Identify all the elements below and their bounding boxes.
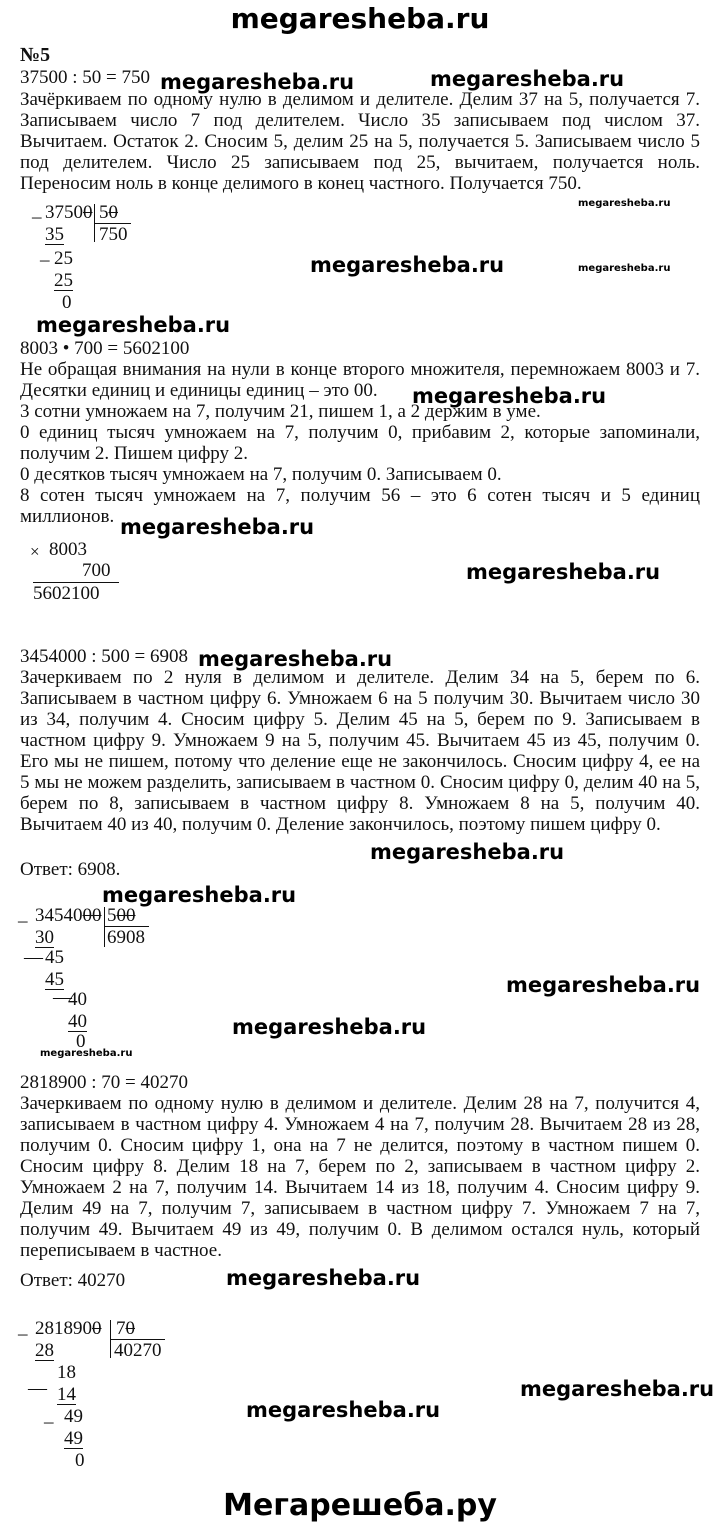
ex4-dividend: 2818900: [35, 1318, 102, 1339]
ex3-minus-sign: _: [18, 904, 28, 925]
watermark: megaresheba.ru: [120, 515, 315, 539]
ex3-step: 45: [45, 969, 64, 990]
ex4-equation: 2818900 : 70 = 40270: [20, 1072, 188, 1093]
ex1-step: 35: [45, 224, 64, 245]
ex4-step: 14: [57, 1384, 76, 1405]
ex2-product: 5602100: [33, 583, 100, 604]
watermark: megaresheba.ru: [520, 1377, 715, 1401]
ex3-step: 40: [68, 989, 87, 1010]
ex4-minus-sign: —: [28, 1378, 47, 1399]
watermark-small: megaresheba.ru: [40, 1048, 133, 1059]
watermark-small: megaresheba.ru: [578, 263, 671, 274]
ex3-step: 30: [35, 927, 54, 948]
ex4-minus-sign: _: [44, 1405, 54, 1426]
ex2-equation: 8003 • 700 = 5602100: [20, 338, 190, 359]
watermark: megaresheba.ru: [246, 1398, 441, 1422]
ex2-factor2: 700: [82, 560, 111, 581]
ex2-explanation: Не обращая внимания на нули в конце второго множителя, перемножаем 8003 и 7. Десятки единиц и единицы единиц – это 00. 3 сотни умножаем на 7, получим 21, пишем 1, а 2 держим в уме. 0 единиц тысяч умножаем на 7, получим 0, прибавим 2, которые запоминали, получим 2. Пишем цифру 2. 0 десятков тысяч умножаем на 7, получим 0. Записываем 0. 8 сотен тысяч умножаем на 7, получим 56 – это 6 сотен тысяч и 5 единиц миллионов.: [20, 359, 700, 527]
watermark: megaresheba.ru: [466, 560, 661, 584]
watermark: megaresheba.ru: [412, 384, 607, 408]
ex1-step: 25: [54, 248, 73, 269]
ex1-explanation: Зачёркиваем по одному нулю в делимом и делителе. Делим 37 на 5, получается 7. Записываем число 7 под делителем. Число 35 записываем под числом 37. Вычитаем. Остаток 2. Сносим 5, делим 25 на 5, получается 5. Записываем число 5 под делителем. Число 25 записываем под 25, вычитаем, получается ноль. Переносим ноль в конце делимого в конец частного. Получается 750.: [20, 89, 700, 194]
watermark: megaresheba.ru: [226, 1266, 421, 1290]
ex4-minus-sign: _: [18, 1317, 28, 1338]
ex3-minus-sign: —: [53, 987, 72, 1008]
ex3-step: 40: [68, 1011, 87, 1032]
ex4-step: 49: [64, 1428, 83, 1449]
watermark: megaresheba.ru: [198, 647, 393, 671]
ex4-explanation: Зачеркиваем по одному нулю в делимом и делителе. Делим 28 на 7, получится 4, записываем в частном цифру 4. Умножаем 4 на 7, получим 28. Вычитаем 28 из 28, получим 0. Сносим цифру 1, она на 7 не делится, поэтому в частном пишем 0. Сносим цифру 8. Делим 18 на 7, берем по 2, записываем в частном цифру 2. Умножаем 2 на 7, получим 14. Вычитаем 14 из 18, получим 4. Сносим цифру 9. Делим 49 на 7, получим 7, записываем в частном цифру 7. Умножаем 7 на 7, получим 49. Вычитаем 49 из 49, получим 0. В делимом остался нуль, который переписываем в частное.: [20, 1093, 700, 1261]
ex3-equation: 3454000 : 500 = 6908: [20, 646, 188, 667]
ex1-minus-sign: _: [40, 243, 50, 264]
ex4-step: 28: [35, 1340, 54, 1361]
ex3-minus-sign: —: [24, 947, 43, 968]
watermark: megaresheba.ru: [506, 973, 701, 997]
watermark-small: megaresheba.ru: [578, 198, 671, 209]
ex4-divisor: 70: [116, 1318, 135, 1339]
ex1-result: 0: [62, 292, 72, 313]
ex1-step: 25: [54, 270, 73, 291]
ex1-dividend: 37500: [45, 202, 93, 223]
watermark: megaresheba.ru: [36, 313, 231, 337]
ex4-quotient: 40270: [114, 1340, 162, 1361]
ex4-result: 0: [75, 1450, 85, 1471]
ex4-answer: Ответ: 40270: [20, 1270, 126, 1291]
watermark: megaresheba.ru: [430, 67, 625, 91]
watermark: megaresheba.ru: [160, 70, 355, 94]
ex3-explanation: Зачеркиваем по 2 нуля в делимом и делителе. Делим 34 на 5, берем по 6. Записываем в частном цифру 6. Умножаем 6 на 5 получим 30. Вычитаем число 30 из 34, получим 4. Сносим цифру 5. Делим 45 на 5, берем по 9. Записываем в частном цифру 9. Умножаем 9 на 5, получим 45. Вычитаем 45 из 45, получим 0. Его мы не пишем, потому что деление еще не закончилось. Сносим цифру 4, ее на 5 мы не можем разделить, записываем в частном 0. Сносим цифру 0, делим 40 на 5, берем по 8, записываем в частном цифру 8. Умножаем 8 на 5, получим 40. Вычитаем 40 из 40, получим 0. Деление закончилось, поэтому пишем цифру 0.: [20, 667, 700, 835]
ex3-quotient: 6908: [107, 927, 145, 948]
ex1-minus-sign: _: [32, 200, 42, 221]
ex4-step: 49: [64, 1406, 83, 1427]
ex2-factor1: 8003: [49, 539, 87, 560]
watermark: megaresheba.ru: [102, 883, 297, 907]
ex3-divisor: 500: [107, 905, 136, 926]
watermark: megaresheba.ru: [310, 253, 505, 277]
multiply-sign: ×: [30, 542, 40, 561]
ex1-divisor: 50: [99, 202, 118, 223]
ex1-equation: 37500 : 50 = 750: [20, 67, 150, 88]
task-number: №5: [20, 44, 51, 66]
site-header: megaresheba.ru: [230, 2, 490, 35]
ex4-step: 18: [57, 1362, 76, 1383]
ex1-quotient: 750: [99, 224, 128, 245]
ex3-division-bracket: [104, 907, 105, 947]
ex3-step: 45: [45, 947, 64, 968]
ex3-dividend: 3454000: [35, 905, 102, 926]
site-footer: Мегарешеба.ру: [223, 1488, 497, 1523]
ex3-answer: Ответ: 6908.: [20, 859, 121, 880]
watermark: megaresheba.ru: [232, 1015, 427, 1039]
watermark: megaresheba.ru: [370, 840, 565, 864]
ex3-result: 0: [76, 1031, 86, 1052]
